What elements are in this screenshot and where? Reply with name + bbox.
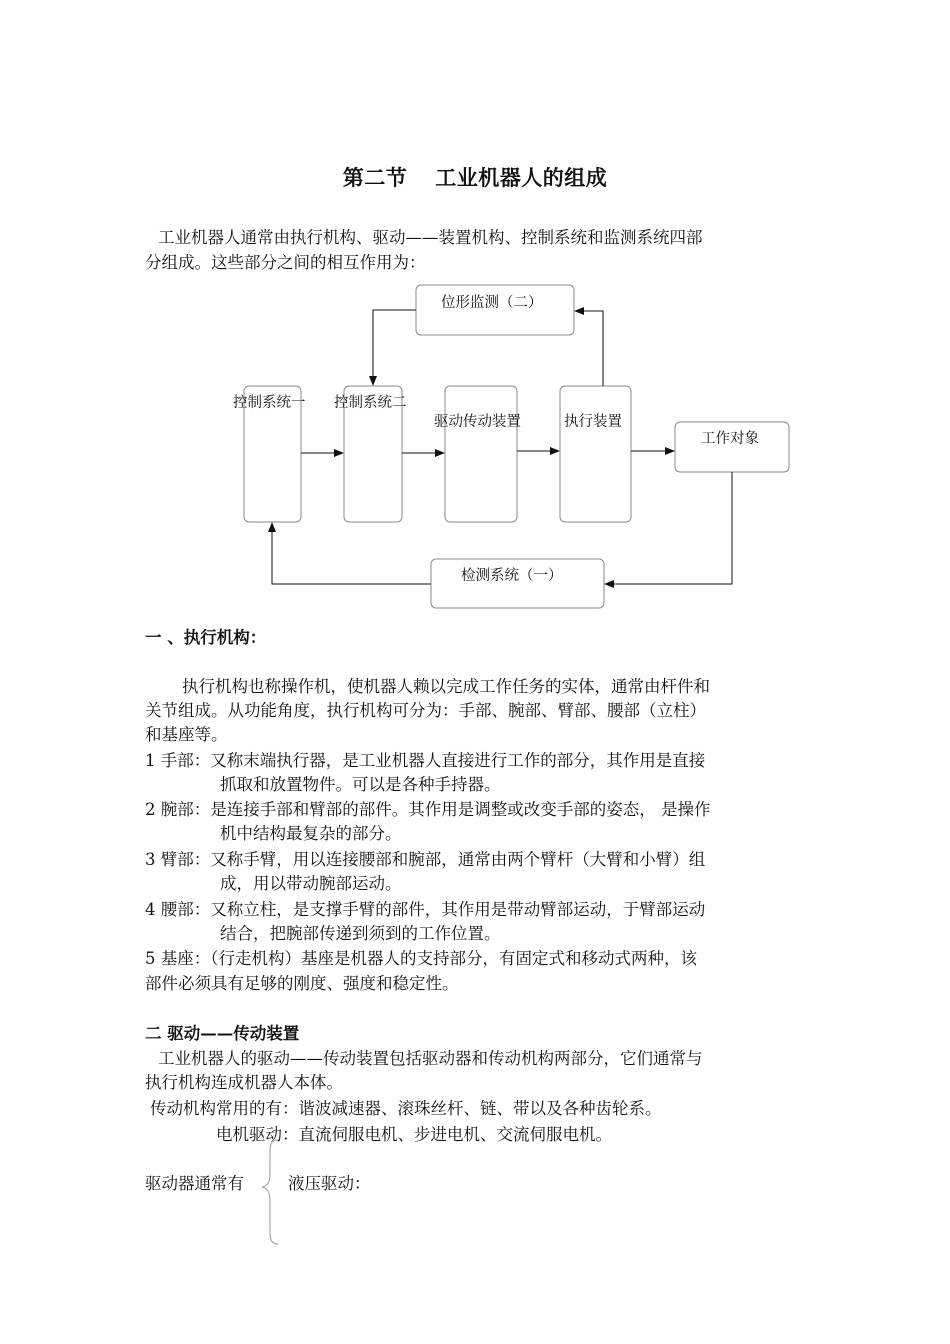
drive-box bbox=[445, 386, 517, 522]
intro-line-1: 工业机器人通常由执行机构、驱动——装置机构、控制系统和监测系统四部 bbox=[158, 228, 703, 247]
item-wrist-line-2: 机中结构最复杂的部分。 bbox=[220, 824, 402, 843]
drive-label: 驱动传动装置 bbox=[434, 414, 521, 430]
item-arm-line-2: 成，用以带动腕部运动。 bbox=[220, 874, 402, 893]
item-waist-line-1: 4 腰部：又称立柱，是支撑手臂的部件，其作用是带动臂部运动，于臂部运动 bbox=[145, 900, 706, 919]
section1-para-line-1: 执行机构也称操作机，使机器人赖以完成工作任务的实体，通常由杆件和 bbox=[182, 677, 710, 696]
transmission-line: 传动机构常用的有：谐波减速器、滚珠丝杆、链、带以及各种齿轮系。 bbox=[150, 1099, 662, 1118]
position-monitor-label: 位形监测（二） bbox=[441, 295, 543, 311]
curly-brace bbox=[258, 1138, 284, 1246]
arrow-detection-control1 bbox=[272, 523, 431, 584]
item-hand-line-2: 抓取和放置物件。可以是各种手持器。 bbox=[220, 775, 501, 794]
item-base-line-2: 部件必须具有足够的刚度、强度和稳定性。 bbox=[145, 974, 459, 993]
section1-heading: 一 、执行机构： bbox=[145, 628, 267, 647]
intro-line-2: 分组成。这些部分之间的相互作用为： bbox=[145, 253, 426, 272]
control2-label: 控制系统二 bbox=[334, 395, 407, 411]
item-hand-line-1: 1 手部：又称末端执行器，是工业机器人直接进行工作的部分，其作用是直接 bbox=[145, 751, 706, 770]
item-wrist-line-1: 2 腕部：是连接手部和臂部的部件。其作用是调整或改变手部的姿态， 是操作 bbox=[145, 800, 711, 819]
drivers-label: 驱动器通常有 bbox=[145, 1174, 244, 1193]
section1-para-line-2: 关节组成。从功能角度，执行机构可分为：手部、腕部、臂部、腰部（立柱） bbox=[145, 701, 706, 720]
work-object-box bbox=[675, 422, 789, 472]
arrow-monitor-control2 bbox=[373, 310, 416, 385]
item-waist-line-2: 结合，把腕部传递到须到的工作位置。 bbox=[220, 924, 501, 943]
section2-para-line-2: 执行机构连成机器人本体。 bbox=[145, 1073, 343, 1092]
work-object-label: 工作对象 bbox=[701, 431, 759, 447]
motor-drive-line: 电机驱动：直流伺服电机、步进电机、交流伺服电机。 bbox=[216, 1125, 612, 1144]
section2-para-line-1: 工业机器人的驱动——传动装置包括驱动器和传动机构两部分，它们通常与 bbox=[158, 1049, 703, 1068]
hydraulic-drive-line: 液压驱动： bbox=[288, 1174, 371, 1193]
section-title: 工业机器人的组成 bbox=[435, 165, 608, 190]
section1-para-line-3: 和基座等。 bbox=[145, 725, 228, 744]
item-base-line-1: 5 基座：（行走机构）基座是机器人的支持部分，有固定式和移动式两种，该 bbox=[145, 949, 697, 968]
detection-label: 检测系统（一） bbox=[461, 568, 563, 584]
control1-label: 控制系统一 bbox=[233, 395, 306, 411]
system-diagram bbox=[0, 0, 950, 620]
actuator-label: 执行装置 bbox=[564, 414, 622, 430]
section-number: 第二节 bbox=[342, 165, 408, 190]
section2-heading: 二 驱动——传动装置 bbox=[145, 1024, 300, 1043]
actuator-box bbox=[560, 386, 631, 522]
arrow-actuator-monitor bbox=[575, 311, 603, 386]
item-arm-line-1: 3 臂部：又称手臂，用以连接腰部和腕部，通常由两个臂杆（大臂和小臂）组 bbox=[145, 850, 706, 869]
